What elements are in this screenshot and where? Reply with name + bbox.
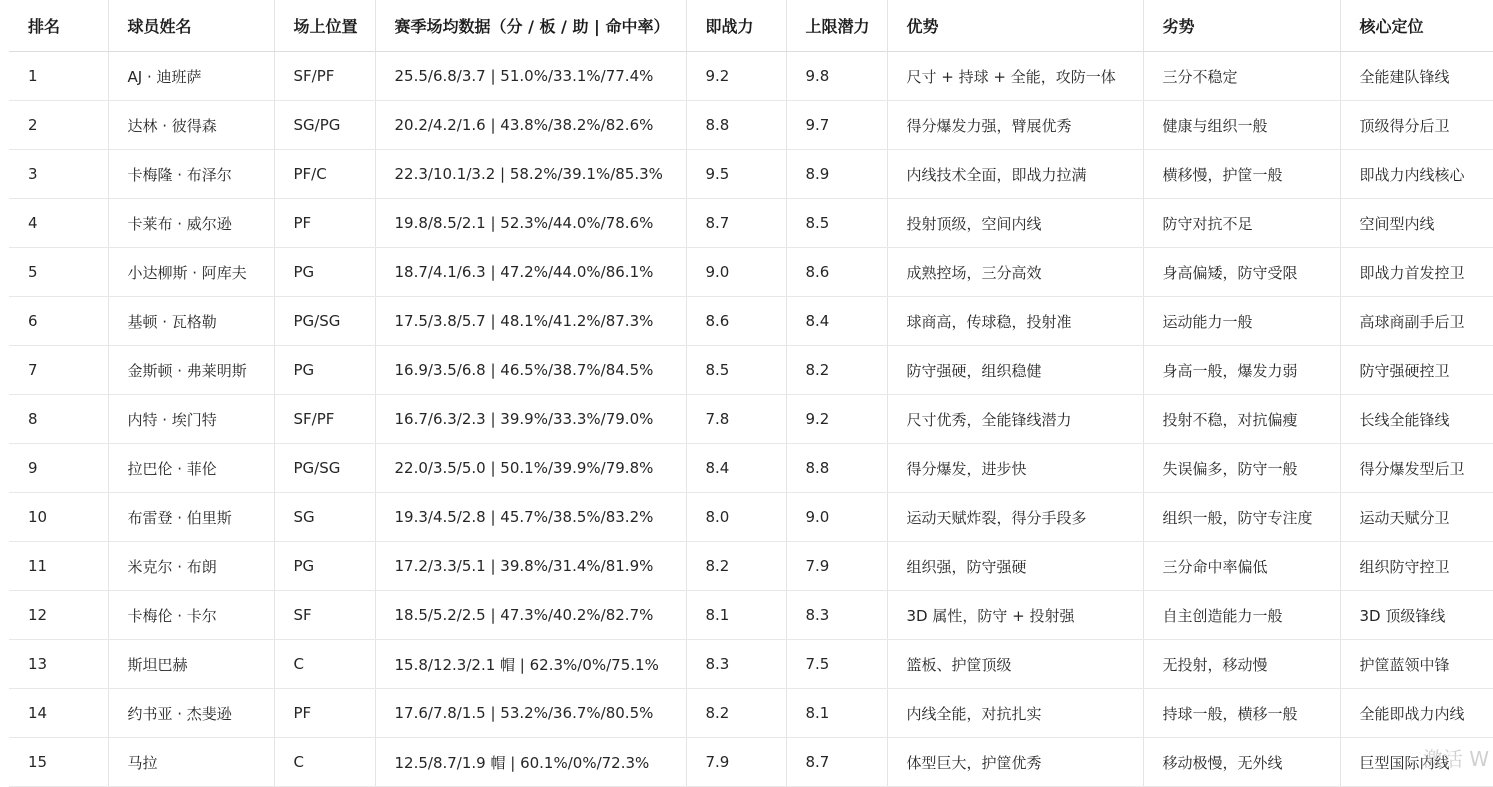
cell-position: PG <box>274 346 375 395</box>
activation-watermark: 激活 W <box>1422 747 1489 771</box>
cell-season-stats: 12.5/8.7/1.9 帽 | 60.1%/0%/72.3% <box>375 738 686 787</box>
cell-player-name: 基顿 · 瓦格勒 <box>108 297 274 346</box>
cell-strengths: 防守强硬，组织稳健 <box>887 346 1143 395</box>
cell-immediate-impact: 8.2 <box>686 542 786 591</box>
table-row <box>9 444 1493 493</box>
table-row <box>9 297 1493 346</box>
cell-ceiling-potential: 8.3 <box>786 591 887 640</box>
cell-position: PG <box>274 248 375 297</box>
cell-position: SF/PF <box>274 395 375 444</box>
cell-rank: 15 <box>9 738 108 787</box>
cell-ceiling-potential: 8.5 <box>786 199 887 248</box>
cell-position: PG <box>274 542 375 591</box>
header-strengths: 优势 <box>887 0 1143 52</box>
cell-immediate-impact: 7.8 <box>686 395 786 444</box>
table-row <box>9 199 1493 248</box>
cell-ceiling-potential: 9.0 <box>786 493 887 542</box>
header-rank: 排名 <box>9 0 108 52</box>
cell-rank: 10 <box>9 493 108 542</box>
cell-strengths: 得分爆发力强，臂展优秀 <box>887 101 1143 150</box>
cell-immediate-impact: 8.2 <box>686 689 786 738</box>
ranking-table-container <box>9 0 1493 787</box>
cell-season-stats: 19.3/4.5/2.8 | 45.7%/38.5%/83.2% <box>375 493 686 542</box>
cell-weaknesses: 持球一般，横移一般 <box>1143 689 1340 738</box>
cell-ceiling-potential: 8.9 <box>786 150 887 199</box>
cell-player-name: 卡梅隆 · 布泽尔 <box>108 150 274 199</box>
cell-core-role: 全能即战力内线 <box>1340 689 1493 738</box>
cell-season-stats: 15.8/12.3/2.1 帽 | 62.3%/0%/75.1% <box>375 640 686 689</box>
cell-strengths: 尺寸 + 持球 + 全能，攻防一体 <box>887 52 1143 101</box>
cell-player-name: 达林 · 彼得森 <box>108 101 274 150</box>
table-row <box>9 101 1493 150</box>
cell-rank: 4 <box>9 199 108 248</box>
cell-rank: 2 <box>9 101 108 150</box>
cell-immediate-impact: 8.4 <box>686 444 786 493</box>
header-core-role: 核心定位 <box>1340 0 1493 52</box>
cell-strengths: 运动天赋炸裂，得分手段多 <box>887 493 1143 542</box>
header-player-name: 球员姓名 <box>108 0 274 52</box>
cell-player-name: 斯坦巴赫 <box>108 640 274 689</box>
cell-ceiling-potential: 7.5 <box>786 640 887 689</box>
cell-position: SG/PG <box>274 101 375 150</box>
cell-player-name: 小达柳斯 · 阿库夫 <box>108 248 274 297</box>
cell-ceiling-potential: 9.2 <box>786 395 887 444</box>
cell-weaknesses: 自主创造能力一般 <box>1143 591 1340 640</box>
cell-player-name: 布雷登 · 伯里斯 <box>108 493 274 542</box>
cell-immediate-impact: 9.5 <box>686 150 786 199</box>
cell-weaknesses: 组织一般，防守专注度 <box>1143 493 1340 542</box>
cell-season-stats: 17.2/3.3/5.1 | 39.8%/31.4%/81.9% <box>375 542 686 591</box>
cell-season-stats: 20.2/4.2/1.6 | 43.8%/38.2%/82.6% <box>375 101 686 150</box>
cell-rank: 3 <box>9 150 108 199</box>
header-season-stats: 赛季场均数据（分 / 板 / 助 | 命中率） <box>375 0 686 52</box>
cell-season-stats: 16.9/3.5/6.8 | 46.5%/38.7%/84.5% <box>375 346 686 395</box>
cell-immediate-impact: 8.8 <box>686 101 786 150</box>
cell-rank: 1 <box>9 52 108 101</box>
table-row <box>9 738 1493 787</box>
cell-weaknesses: 移动极慢，无外线 <box>1143 738 1340 787</box>
table-row <box>9 248 1493 297</box>
cell-season-stats: 17.5/3.8/5.7 | 48.1%/41.2%/87.3% <box>375 297 686 346</box>
cell-player-name: 金斯顿 · 弗莱明斯 <box>108 346 274 395</box>
cell-immediate-impact: 8.5 <box>686 346 786 395</box>
cell-strengths: 内线全能，对抗扎实 <box>887 689 1143 738</box>
cell-ceiling-potential: 9.8 <box>786 52 887 101</box>
cell-strengths: 得分爆发，进步快 <box>887 444 1143 493</box>
cell-core-role: 护筐蓝领中锋 <box>1340 640 1493 689</box>
cell-strengths: 组织强，防守强硬 <box>887 542 1143 591</box>
cell-weaknesses: 运动能力一般 <box>1143 297 1340 346</box>
cell-weaknesses: 投射不稳，对抗偏瘦 <box>1143 395 1340 444</box>
cell-strengths: 球商高，传球稳，投射准 <box>887 297 1143 346</box>
cell-core-role: 巨型国际内线 <box>1340 738 1493 787</box>
cell-strengths: 3D 属性，防守 + 投射强 <box>887 591 1143 640</box>
cell-core-role: 组织防守控卫 <box>1340 542 1493 591</box>
cell-core-role: 顶级得分后卫 <box>1340 101 1493 150</box>
cell-strengths: 内线技术全面，即战力拉满 <box>887 150 1143 199</box>
cell-season-stats: 19.8/8.5/2.1 | 52.3%/44.0%/78.6% <box>375 199 686 248</box>
table-row <box>9 591 1493 640</box>
cell-weaknesses: 三分命中率偏低 <box>1143 542 1340 591</box>
cell-weaknesses: 失误偏多，防守一般 <box>1143 444 1340 493</box>
cell-immediate-impact: 9.2 <box>686 52 786 101</box>
cell-weaknesses: 身高一般，爆发力弱 <box>1143 346 1340 395</box>
cell-ceiling-potential: 8.8 <box>786 444 887 493</box>
cell-rank: 8 <box>9 395 108 444</box>
header-immediate-impact: 即战力 <box>686 0 786 52</box>
cell-immediate-impact: 8.7 <box>686 199 786 248</box>
cell-core-role: 运动天赋分卫 <box>1340 493 1493 542</box>
cell-core-role: 防守强硬控卫 <box>1340 346 1493 395</box>
table-row <box>9 346 1493 395</box>
table-row <box>9 395 1493 444</box>
cell-player-name: 内特 · 埃门特 <box>108 395 274 444</box>
cell-rank: 14 <box>9 689 108 738</box>
table-row <box>9 689 1493 738</box>
cell-season-stats: 22.3/10.1/3.2 | 58.2%/39.1%/85.3% <box>375 150 686 199</box>
cell-ceiling-potential: 7.9 <box>786 542 887 591</box>
cell-immediate-impact: 7.9 <box>686 738 786 787</box>
cell-weaknesses: 横移慢，护筐一般 <box>1143 150 1340 199</box>
ranking-table <box>9 0 1493 787</box>
cell-core-role: 即战力内线核心 <box>1340 150 1493 199</box>
cell-core-role: 即战力首发控卫 <box>1340 248 1493 297</box>
cell-weaknesses: 三分不稳定 <box>1143 52 1340 101</box>
cell-weaknesses: 防守对抗不足 <box>1143 199 1340 248</box>
cell-strengths: 投射顶级，空间内线 <box>887 199 1143 248</box>
cell-season-stats: 18.5/5.2/2.5 | 47.3%/40.2%/82.7% <box>375 591 686 640</box>
cell-ceiling-potential: 8.2 <box>786 346 887 395</box>
cell-player-name: 卡莱布 · 威尔逊 <box>108 199 274 248</box>
cell-player-name: AJ · 迪班萨 <box>108 52 274 101</box>
header-ceiling-potential: 上限潜力 <box>786 0 887 52</box>
cell-season-stats: 17.6/7.8/1.5 | 53.2%/36.7%/80.5% <box>375 689 686 738</box>
cell-position: PF <box>274 689 375 738</box>
cell-immediate-impact: 8.3 <box>686 640 786 689</box>
cell-weaknesses: 无投射，移动慢 <box>1143 640 1340 689</box>
cell-position: PG/SG <box>274 444 375 493</box>
cell-core-role: 全能建队锋线 <box>1340 52 1493 101</box>
cell-strengths: 尺寸优秀，全能锋线潜力 <box>887 395 1143 444</box>
cell-rank: 6 <box>9 297 108 346</box>
cell-strengths: 篮板、护筐顶级 <box>887 640 1143 689</box>
cell-core-role: 长线全能锋线 <box>1340 395 1493 444</box>
cell-season-stats: 18.7/4.1/6.3 | 47.2%/44.0%/86.1% <box>375 248 686 297</box>
table-body <box>9 52 1493 787</box>
cell-strengths: 成熟控场，三分高效 <box>887 248 1143 297</box>
cell-rank: 13 <box>9 640 108 689</box>
cell-player-name: 马拉 <box>108 738 274 787</box>
cell-rank: 7 <box>9 346 108 395</box>
cell-season-stats: 22.0/3.5/5.0 | 50.1%/39.9%/79.8% <box>375 444 686 493</box>
table-row <box>9 493 1493 542</box>
table-row <box>9 640 1493 689</box>
cell-player-name: 米克尔 · 布朗 <box>108 542 274 591</box>
cell-rank: 12 <box>9 591 108 640</box>
cell-position: SF/PF <box>274 52 375 101</box>
cell-core-role: 空间型内线 <box>1340 199 1493 248</box>
cell-season-stats: 25.5/6.8/3.7 | 51.0%/33.1%/77.4% <box>375 52 686 101</box>
table-header <box>9 0 1493 52</box>
cell-position: SG <box>274 493 375 542</box>
cell-position: PG/SG <box>274 297 375 346</box>
cell-immediate-impact: 8.6 <box>686 297 786 346</box>
cell-core-role: 3D 顶级锋线 <box>1340 591 1493 640</box>
cell-immediate-impact: 9.0 <box>686 248 786 297</box>
table-row <box>9 52 1493 101</box>
cell-season-stats: 16.7/6.3/2.3 | 39.9%/33.3%/79.0% <box>375 395 686 444</box>
cell-position: PF <box>274 199 375 248</box>
cell-strengths: 体型巨大，护筐优秀 <box>887 738 1143 787</box>
table-row <box>9 542 1493 591</box>
header-row <box>9 0 1493 52</box>
cell-weaknesses: 身高偏矮，防守受限 <box>1143 248 1340 297</box>
cell-player-name: 约书亚 · 杰斐逊 <box>108 689 274 738</box>
cell-immediate-impact: 8.0 <box>686 493 786 542</box>
cell-core-role: 高球商副手后卫 <box>1340 297 1493 346</box>
cell-rank: 11 <box>9 542 108 591</box>
cell-position: C <box>274 738 375 787</box>
cell-ceiling-potential: 8.7 <box>786 738 887 787</box>
cell-player-name: 拉巴伦 · 菲伦 <box>108 444 274 493</box>
cell-player-name: 卡梅伦 · 卡尔 <box>108 591 274 640</box>
cell-rank: 5 <box>9 248 108 297</box>
cell-ceiling-potential: 8.6 <box>786 248 887 297</box>
cell-position: SF <box>274 591 375 640</box>
table-row <box>9 150 1493 199</box>
cell-position: C <box>274 640 375 689</box>
header-weaknesses: 劣势 <box>1143 0 1340 52</box>
cell-ceiling-potential: 8.4 <box>786 297 887 346</box>
cell-ceiling-potential: 9.7 <box>786 101 887 150</box>
cell-immediate-impact: 8.1 <box>686 591 786 640</box>
header-position: 场上位置 <box>274 0 375 52</box>
cell-ceiling-potential: 8.1 <box>786 689 887 738</box>
cell-core-role: 得分爆发型后卫 <box>1340 444 1493 493</box>
cell-position: PF/C <box>274 150 375 199</box>
cell-weaknesses: 健康与组织一般 <box>1143 101 1340 150</box>
cell-rank: 9 <box>9 444 108 493</box>
